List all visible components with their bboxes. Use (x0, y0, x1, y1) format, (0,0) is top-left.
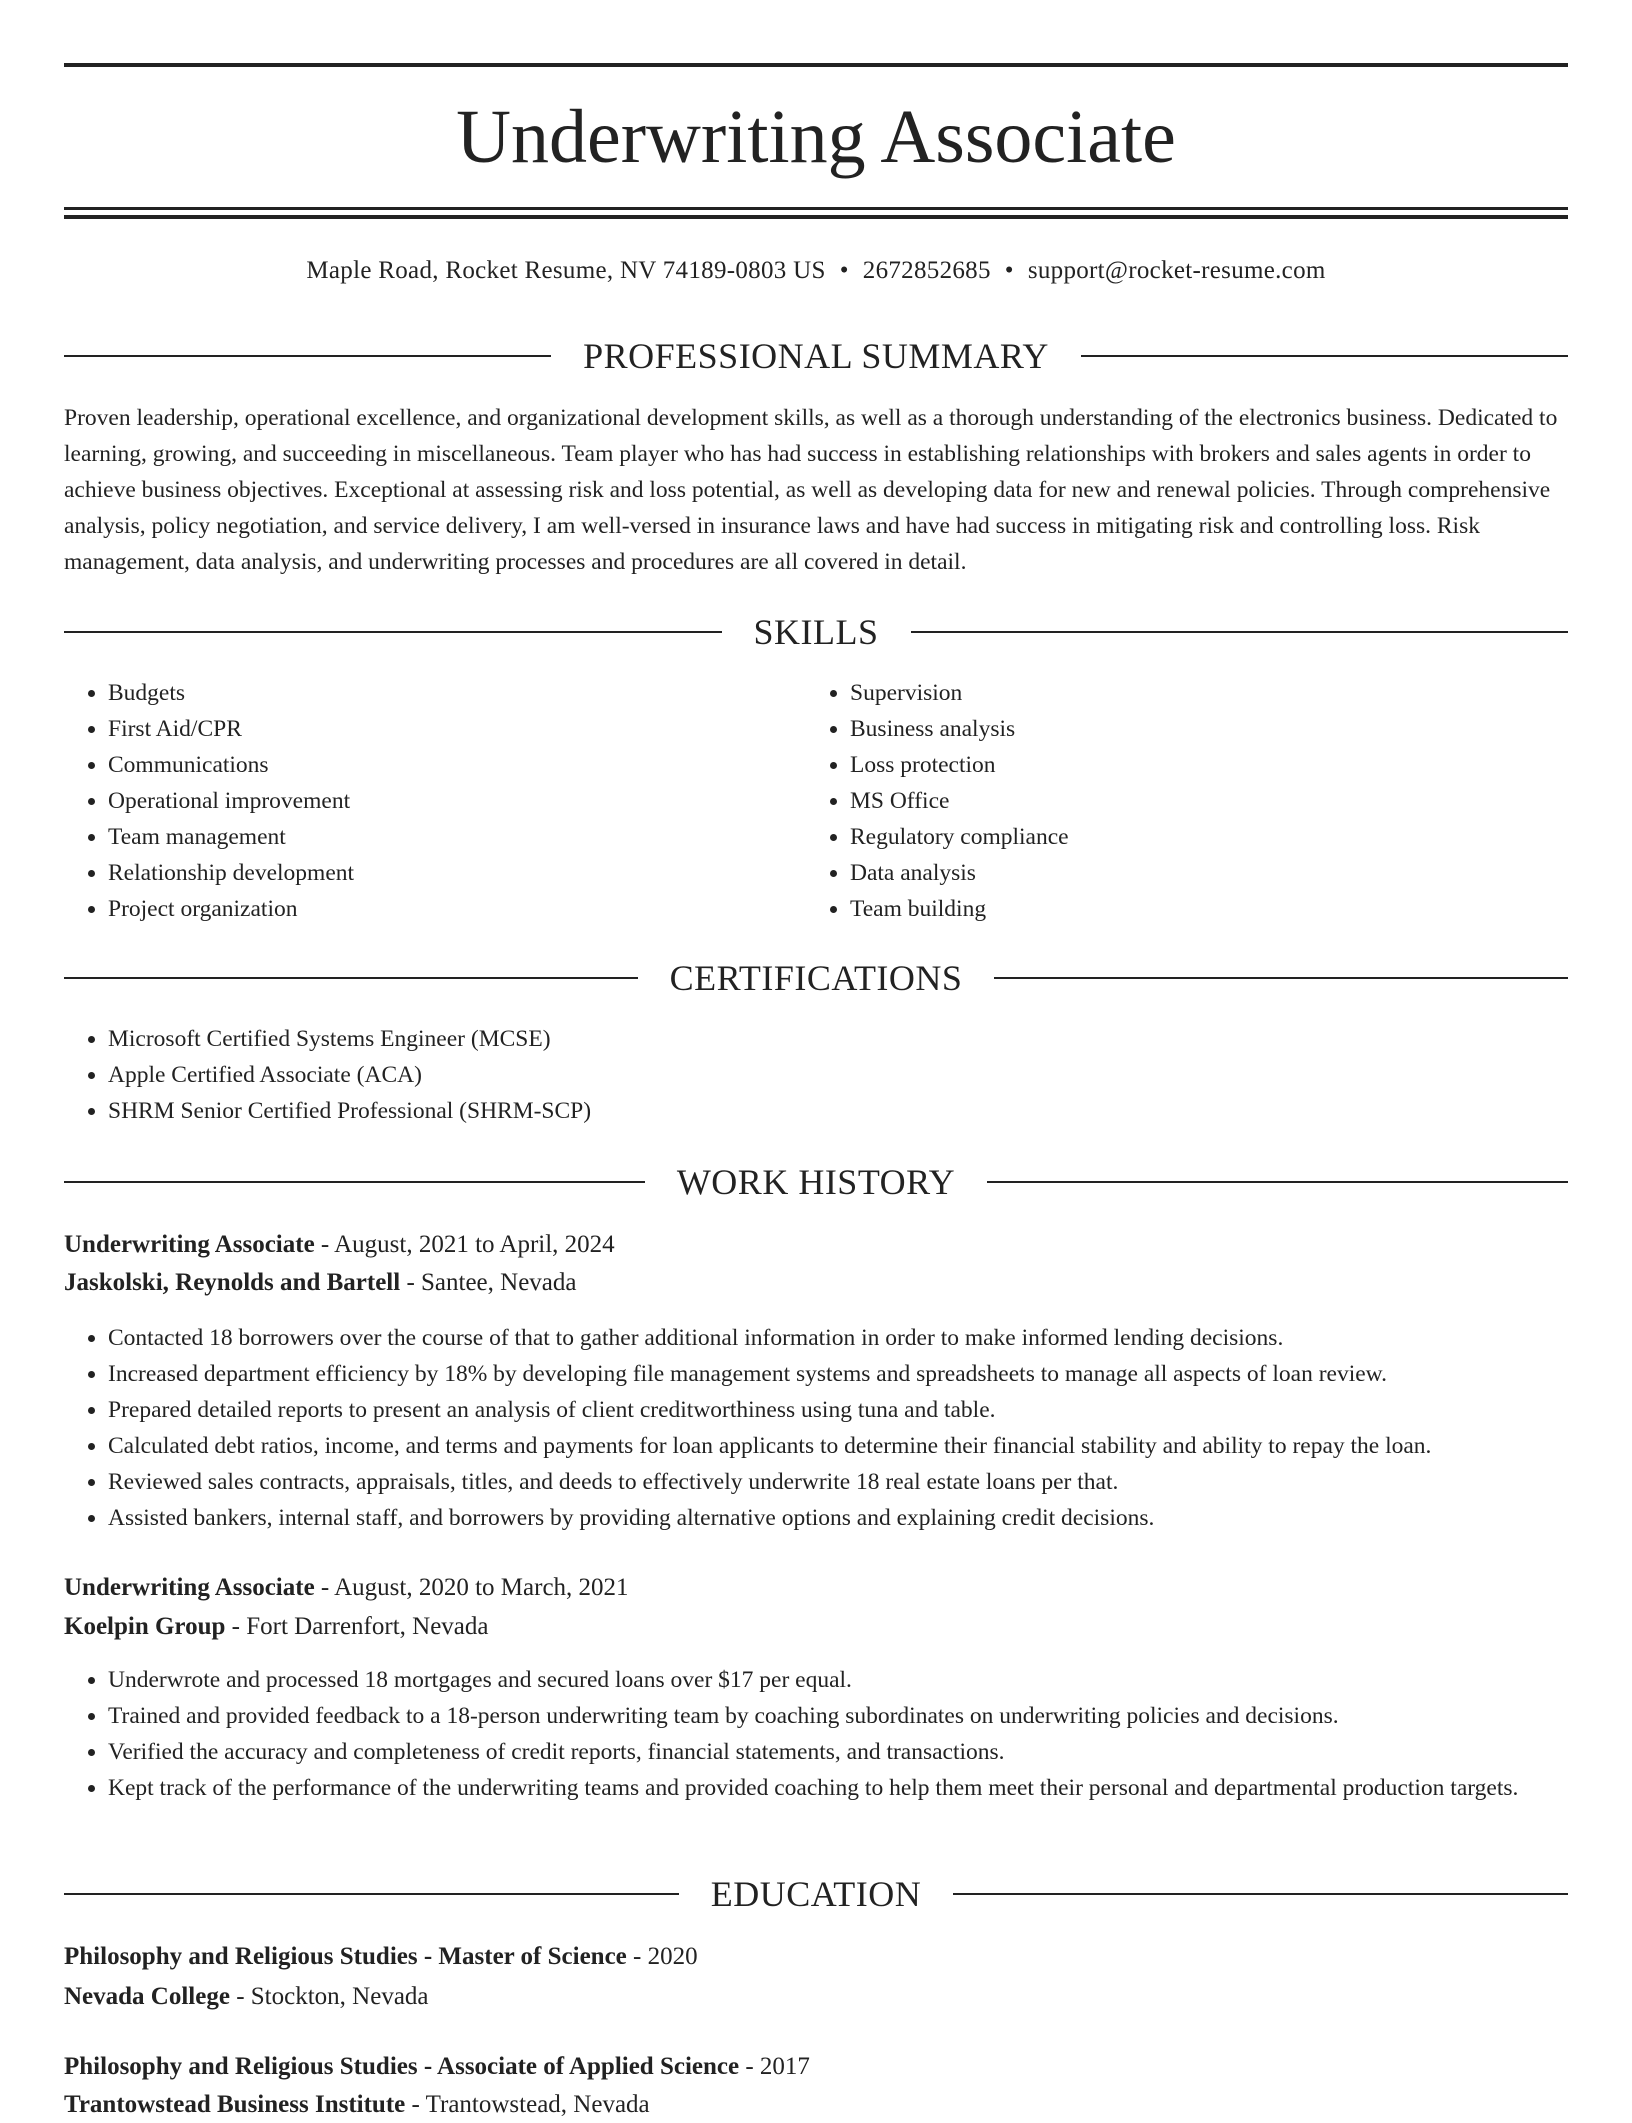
skill-item: • Budgets (108, 675, 808, 711)
contact-email: support@rocket-resume.com (1027, 257, 1326, 284)
skill-item: • Business analysis (850, 711, 1550, 747)
education-school-line (64, 1979, 1568, 2015)
resume-title: Underwriting Associate (456, 95, 1176, 179)
education-year: - 2017 (739, 2053, 810, 2080)
job-company: Koelpin Group (64, 1613, 226, 1640)
job-title-line (64, 1570, 1568, 1606)
job-duty: • Kept track of the performance of the underwriting teams and provided coaching to help them meet their personal and departmental production targets. (108, 1770, 1568, 1806)
contact-line (64, 254, 1568, 288)
heading-rule (64, 1181, 645, 1183)
education-school: Nevada College (64, 1983, 230, 2010)
skill-item: • Team management (108, 819, 808, 855)
job-location: - Fort Darrenfort, Nevada (225, 1613, 489, 1640)
education-degree: Philosophy and Religious Studies - Master of Science (64, 1943, 627, 1970)
contact-separator: • (839, 257, 849, 284)
job-dates: - August, 2020 to March, 2021 (314, 1574, 629, 1601)
job-company: Jaskolski, Reynolds and Bartell (64, 1269, 401, 1296)
heading-rule (64, 355, 551, 357)
education-degree-line (64, 1939, 1568, 1975)
summary-text: Proven leadership, operational excellence, and organizational development skills, as well as a thorough understanding of the electronics business. Dedicated to learning, growing, and succeeding in miscellaneous. Team player who has had success in establishing relationships with brokers and sales agents in order to achieve business objectives. Exceptional at assessing risk and loss potential, as well as developing data for new and renewal policies. Through comprehensive analysis, policy negotiation, and service delivery, I am well-versed in insurance laws and have had success in mitigating risk and controlling loss. Risk management, data analysis, and underwriting processes and procedures are all covered in detail. (64, 405, 1558, 575)
section-heading-summary (64, 336, 1568, 376)
skill-item: • Loss protection (850, 747, 1550, 783)
skills-list-left (64, 675, 808, 927)
heading-rule (1081, 355, 1568, 357)
section-title: CERTIFICATIONS (669, 958, 963, 998)
heading-rule (911, 631, 1569, 633)
heading-rule (987, 1181, 1568, 1183)
skill-item: • MS Office (850, 783, 1550, 819)
job-company-line (64, 1265, 1568, 1301)
job-duty: • Calculated debt ratios, income, and terms and payments for loan applicants to determine their financial stability and ability to repay the loan. (108, 1428, 1568, 1464)
header-bottom-rule-2 (64, 215, 1568, 219)
skill-item: • Data analysis (850, 855, 1550, 891)
certifications-list (64, 1021, 1568, 1129)
section-heading-skills (64, 612, 1568, 652)
header-top-rule (64, 63, 1568, 67)
education-location: - Stockton, Nevada (229, 1983, 429, 2010)
skill-item: • First Aid/CPR (108, 711, 808, 747)
job-company-line (64, 1609, 1568, 1645)
skill-item: • Operational improvement (108, 783, 808, 819)
section-title: PROFESSIONAL SUMMARY (583, 336, 1049, 376)
job-duties-list (64, 1320, 1568, 1536)
skill-item: • Regulatory compliance (850, 819, 1550, 855)
contact-phone: 2672852685 (862, 257, 991, 284)
heading-rule (64, 1893, 679, 1895)
job-title-line (64, 1227, 1568, 1263)
skill-item: • Relationship development (108, 855, 808, 891)
education-year: - 2020 (626, 1943, 698, 1970)
job-location: - Santee, Nevada (400, 1269, 577, 1296)
contact-separator: • (1004, 257, 1014, 284)
job-duty: • Assisted bankers, internal staff, and borrowers by providing alternative options and explaining credit decisions. (108, 1500, 1568, 1536)
job-duty: • Trained and provided feedback to a 18-person underwriting team by coaching subordinates on underwriting policies and decisions. (108, 1698, 1568, 1734)
header-bottom-rule-1 (64, 207, 1568, 210)
certification-item: • SHRM Senior Certified Professional (SHRM-SCP) (108, 1093, 1568, 1129)
job-duty: • Prepared detailed reports to present an analysis of client creditworthiness using tuna and table. (108, 1392, 1568, 1428)
job-duty: • Verified the accuracy and completeness of credit reports, financial statements, and transactions. (108, 1734, 1568, 1770)
skill-item: • Communications (108, 747, 808, 783)
education-degree-line (64, 2049, 1568, 2085)
job-duty: • Reviewed sales contracts, appraisals, titles, and deeds to effectively underwrite 18 real estate loans per that. (108, 1464, 1568, 1500)
section-title: SKILLS (753, 612, 879, 652)
skills-list-right (806, 675, 1550, 927)
section-title: EDUCATION (710, 1874, 922, 1914)
skill-item: • Project organization (108, 891, 808, 927)
job-duty: • Contacted 18 borrowers over the course of that to gather additional information in order to make informed lending decisions. (108, 1320, 1568, 1356)
heading-rule (64, 631, 722, 633)
section-title: WORK HISTORY (676, 1162, 956, 1202)
job-dates: - August, 2021 to April, 2024 (314, 1231, 615, 1258)
skill-item: • Team building (850, 891, 1550, 927)
heading-rule (994, 977, 1568, 979)
section-heading-certifications (64, 958, 1568, 998)
job-title: Underwriting Associate (64, 1231, 315, 1258)
heading-rule (64, 977, 638, 979)
contact-address: Maple Road, Rocket Resume, NV 74189-0803 US (306, 257, 826, 284)
job-duties-list (64, 1662, 1568, 1806)
job-duty: • Increased department efficiency by 18% by developing file management systems and spreadsheets to manage all aspects of loan review. (108, 1356, 1568, 1392)
heading-rule (953, 1893, 1568, 1895)
education-school: Trantowstead Business Institute (64, 2091, 406, 2118)
section-heading-education (64, 1874, 1568, 1914)
job-duty: • Underwrote and processed 18 mortgages and secured loans over $17 per equal. (108, 1662, 1568, 1698)
skill-item: • Supervision (850, 675, 1550, 711)
job-title: Underwriting Associate (64, 1574, 315, 1601)
section-heading-work (64, 1162, 1568, 1202)
education-location: - Trantowstead, Nevada (405, 2091, 650, 2118)
education-school-line (64, 2087, 1568, 2123)
certification-item: • Microsoft Certified Systems Engineer (MCSE) (108, 1021, 1568, 1057)
education-degree: Philosophy and Religious Studies - Associate of Applied Science (64, 2053, 740, 2080)
certification-item: • Apple Certified Associate (ACA) (108, 1057, 1568, 1093)
